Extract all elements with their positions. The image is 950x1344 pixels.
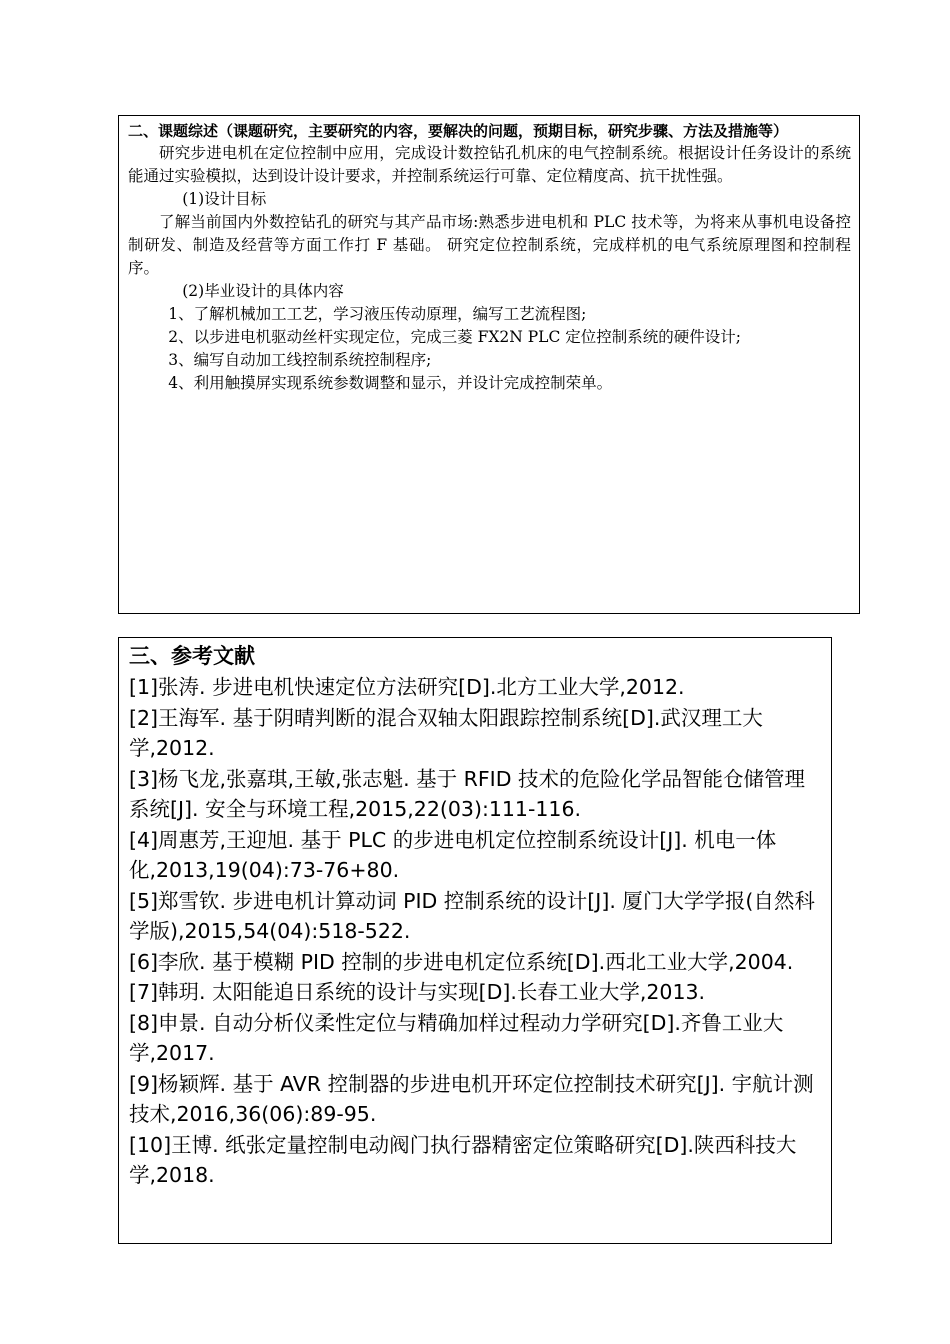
section-overview-box — [118, 115, 860, 614]
reference-item: [8]申景. 自动分析仪柔性定位与精确加样过程动力学研究[D].齐鲁工业大学,2017. — [129, 1010, 784, 1065]
design-content-title: (2)毕业设计的具体内容 — [182, 282, 344, 300]
content-item: 4、利用触摸屏实现系统参数调整和显示，并设计完成控制荣单。 — [168, 374, 613, 392]
section-references-box — [118, 637, 832, 1244]
design-goal-text: 了解当前国内外数控钻孔的研究与其产品市场:熟悉步进电机和 PLC 技术等，为将来从事机电设备控制研发、制造及经营等方面工作打 F 基础。 研究定位控制系统，完成样机的电气系统原理图和控制程序。 — [128, 213, 851, 277]
section-references-heading: 三、参考文献 — [129, 644, 255, 668]
overview-intro: 研究步进电机在定位控制中应用，完成设计数控钻孔机床的电气控制系统。根据设计任务设计的系统能通过实验模拟，达到设计设计要求，并控制系统运行可靠、定位精度高、抗干扰性强。 — [128, 144, 851, 185]
reference-item: [1]张涛. 步进电机快速定位方法研究[D].北方工业大学,2012. — [129, 675, 685, 699]
reference-item: [5]郑雪钦. 步进电机计算动词 PID 控制系统的设计[J]. 厦门大学学报(自然科学版),2015,54(04):518-522. — [129, 888, 815, 943]
reference-item: [3]杨飞龙,张嘉琪,王敏,张志魁. 基于 RFID 技术的危险化学品智能仓储管理系统[J]. 安全与环境工程,2015,22(03):111-116. — [129, 766, 806, 821]
reference-item: [7]韩玥. 太阳能追日系统的设计与实现[D].长春工业大学,2013. — [129, 980, 706, 1004]
reference-item: [10]王博. 纸张定量控制电动阀门执行器精密定位策略研究[D].陕西科技大学,2018. — [129, 1132, 797, 1187]
content-item: 3、编写自动加工线控制系统控制程序; — [168, 351, 432, 369]
design-goal-title: (1)设计目标 — [182, 190, 267, 208]
reference-item: [2]王海军. 基于阴晴判断的混合双轴太阳跟踪控制系统[D].武汉理工大学,2012. — [129, 705, 763, 760]
reference-item: [6]李欣. 基于模糊 PID 控制的步进电机定位系统[D].西北工业大学,2004. — [129, 949, 794, 974]
reference-item: [9]杨颖辉. 基于 AVR 控制器的步进电机开环定位控制技术研究[J]. 宇航计测技术,2016,36(06):89-95. — [129, 1071, 814, 1126]
content-item: 1、了解机械加工工艺，学习液压传动原理，编写工艺流程图; — [168, 305, 587, 323]
reference-item: [4]周惠芳,王迎旭. 基于 PLC 的步进电机定位控制系统设计[J]. 机电一体化,2013,19(04):73-76+80. — [129, 827, 777, 882]
content-item: 2、以步进电机驱动丝杆实现定位，完成三菱 FX2N PLC 定位控制系统的硬件设计; — [168, 328, 741, 346]
section-overview-heading: 二、课题综述（课题研究，主要研究的内容，要解决的问题，预期目标，研究步骤、方法及措施等） — [128, 122, 789, 140]
